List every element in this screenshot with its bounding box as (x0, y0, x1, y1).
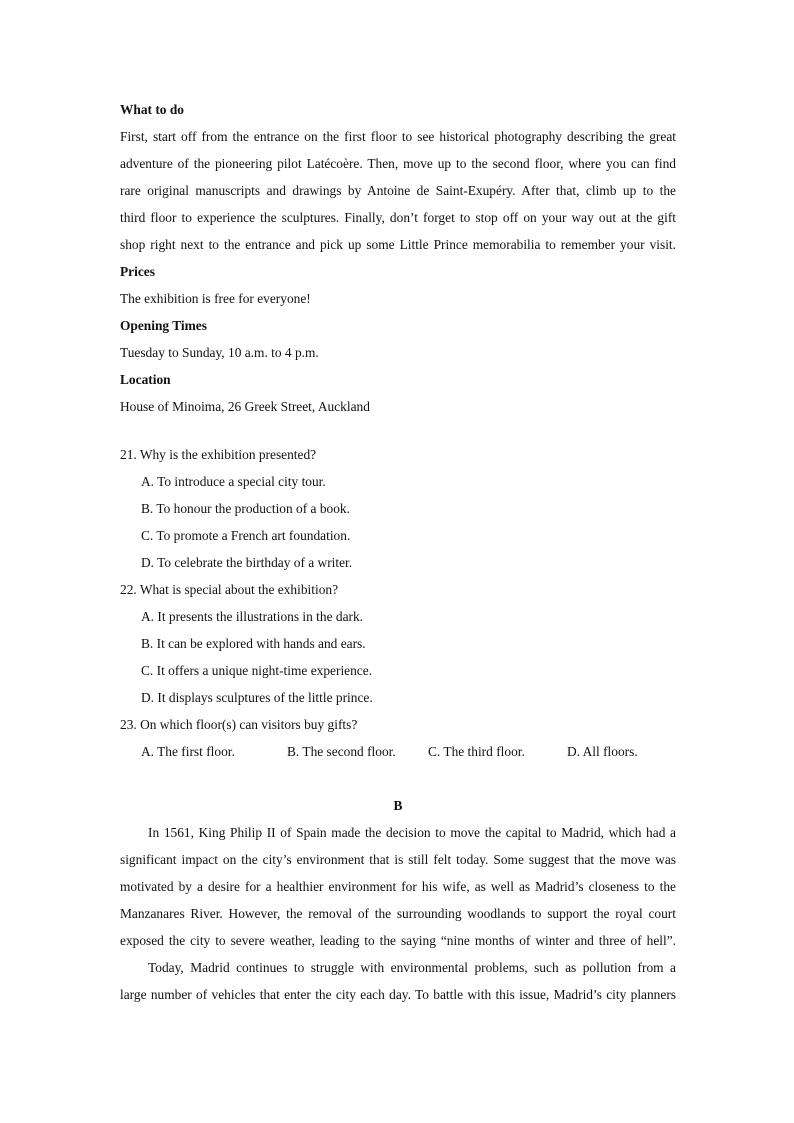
opening-times-heading: Opening Times (120, 318, 207, 333)
question-22-option-a: A. It presents the illustrations in the dark. (141, 609, 364, 624)
what-to-do-line: adventure of the pioneering pilot Latécoère. Then, move up to the second floor, where you can find (120, 156, 676, 171)
question-22-option-c: C. It offers a unique night-time experience. (141, 663, 373, 678)
prices-text: The exhibition is free for everyone! (120, 291, 311, 306)
question-23-option-a: A. The first floor. (141, 744, 235, 759)
paragraph-1-line: In 1561, King Philip II of Spain made the decision to move the capital to Madrid, which had a (148, 825, 676, 840)
section-b-title: B (393, 798, 403, 813)
question-21-option-a: A. To introduce a special city tour. (141, 474, 326, 489)
question-23-stem: 23. On which floor(s) can visitors buy gifts? (120, 717, 358, 732)
question-21-option-c: C. To promote a French art foundation. (141, 528, 351, 543)
question-21-stem: 21. Why is the exhibition presented? (120, 447, 317, 462)
what-to-do-line: rare original manuscripts and drawings by Antoine de Saint-Exupéry. After that, climb up to the (120, 183, 676, 198)
question-22-option-d: D. It displays sculptures of the little prince. (141, 690, 373, 705)
question-23-option-c: C. The third floor. (428, 744, 525, 759)
question-22-option-b: B. It can be explored with hands and ears. (141, 636, 366, 651)
paragraph-1-line: significant impact on the city’s environment that is still felt today. Some suggest that the move was (120, 852, 676, 867)
location-text: House of Minoima, 26 Greek Street, Auckland (120, 399, 370, 414)
what-to-do-heading: What to do (120, 102, 184, 117)
question-23-option-d: D. All floors. (567, 744, 638, 759)
paragraph-1-line: exposed the city to severe weather, leading to the saying “nine months of winter and three of hell”. (120, 933, 676, 948)
question-23-option-b: B. The second floor. (287, 744, 396, 759)
paragraph-1-line: Manzanares River. However, the removal of the surrounding woodlands to support the royal court (120, 906, 676, 921)
question-23-options (120, 738, 676, 765)
paragraph-2-line: Today, Madrid continues to struggle with environmental problems, such as pollution from a (148, 960, 676, 975)
spacer (120, 765, 676, 792)
question-21-option-b: B. To honour the production of a book. (141, 501, 350, 516)
what-to-do-line: First, start off from the entrance on the first floor to see historical photography describing the great (120, 129, 676, 144)
question-22-stem: 22. What is special about the exhibition? (120, 582, 339, 597)
what-to-do-line: shop right next to the entrance and pick up some Little Prince memorabilia to remember your visit. (120, 237, 676, 252)
paragraph-1-line: motivated by a desire for a healthier environment for his wife, as well as Madrid’s closeness to the (120, 879, 676, 894)
location-heading: Location (120, 372, 171, 387)
prices-heading: Prices (120, 264, 155, 279)
spacer (120, 420, 676, 441)
document-page (120, 96, 676, 1008)
question-21-option-d: D. To celebrate the birthday of a writer. (141, 555, 353, 570)
paragraph-2-line: large number of vehicles that enter the city each day. To battle with this issue, Madrid’s city planners (120, 987, 676, 1002)
opening-times-text: Tuesday to Sunday, 10 a.m. to 4 p.m. (120, 345, 319, 360)
what-to-do-line: third floor to experience the sculptures. Finally, don’t forget to stop off on your way out at the gift (120, 210, 676, 225)
